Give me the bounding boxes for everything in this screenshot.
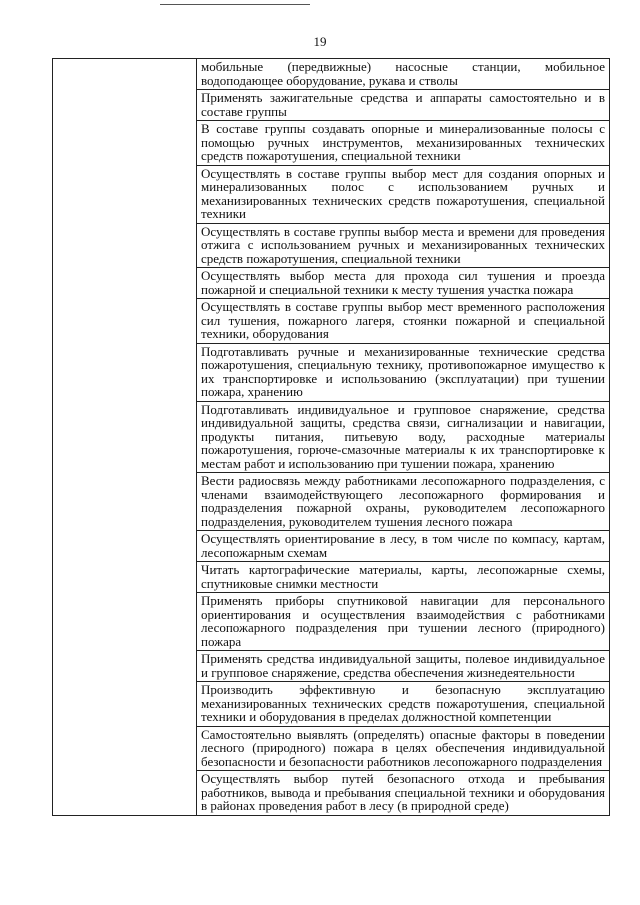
top-rule [160,4,310,5]
skill-text: Осуществлять выбор путей безопасного отхода и пребывания работников, вывода и пребывания специальной техники и оборудования в районах проведения работ в лесу (в природной среде) [201,771,605,813]
skill-text: Осуществлять выбор места для прохода сил тушения и проезда пожарной и специальной техники к месту тушения участка пожара [201,268,605,297]
skill-text: Подготавливать ручные и механизированные технические средства пожаротушения, специальную технику, противопожарное имущество к их транспортировке и использованию (эксплуатации) при тушении пожара, хранению [201,343,605,399]
skill-text: В составе группы создавать опорные и минерализованные полосы с помощью ручных инструментов, механизированных технических средств пожаротушения, специальной техники [201,121,605,163]
table-cell [197,299,610,344]
table-cell [197,531,610,562]
table-cell [197,268,610,299]
skill-text: Читать картографические материалы, карты, лесопожарные схемы, спутниковые снимки местности [201,562,605,591]
skill-text: Осуществлять в составе группы выбор места и времени для проведения отжига с использованием ручных и механизированных технических средств пожаротушения, специальной техники [201,223,605,266]
table-cell [197,771,610,816]
skill-text: мобильные (передвижные) насосные станции, мобильное водоподающее оборудование, рукава и стволы [201,59,605,88]
skill-text: Подготавливать индивидуальное и групповое снаряжение, средства индивидуальной защиты, средства связи, сигнализации и навигации, продукты питания, питьевую воду, расходные материалы пожаротушения, горюче-смазочные материалы к их транспортировке к местам работ и использованию при тушении пожара, хранению [201,401,605,471]
table-cell [197,682,610,727]
table-cell [197,223,610,268]
skill-text: Осуществлять в составе группы выбор мест для создания опорных и минерализованных полос с использованием ручных и механизированных технических средств пожаротушения, специальной техники [201,165,605,221]
skill-text: Осуществлять ориентирование в лесу, в том числе по компасу, картам, лесопожарным схемам [201,531,605,560]
skills-table-body [53,59,610,816]
skills-table [52,58,610,816]
table-cell [197,726,610,771]
table-cell [197,90,610,121]
skill-text: Применять зажигательные средства и аппараты самостоятельно и в составе группы [201,90,605,119]
table-cell [197,651,610,682]
skill-text: Производить эффективную и безопасную эксплуатацию механизированных технических средств пожаротушения, специальной техники и оборудования в пределах должностной компетенции [201,682,605,724]
skill-text: Применять средства индивидуальной защиты, полевое индивидуальное и групповое снаряжение, средства обеспечения жизнедеятельности [201,651,605,680]
skill-text: Применять приборы спутниковой навигации для персонального ориентирования и осуществления взаимодействия с работниками лесопожарного подразделения при тушении лесного (природного) пожара [201,593,605,649]
table-cell [197,343,610,401]
table-cell [197,121,610,166]
table-cell [197,473,610,531]
skill-text: Осуществлять в составе группы выбор мест временного расположения сил тушения, пожарного лагеря, стоянки пожарной и специальной техники, оборудования [201,299,605,341]
table-row [53,59,610,90]
skill-text: Самостоятельно выявлять (определять) опасные факторы в поведении лесного (природного) пожара в целях обеспечения индивидуальной безопасности и безопасности работников лесопожарного подразделения [201,726,605,769]
table-cell [197,562,610,593]
left-column-cell [53,59,197,816]
table-cell [197,165,610,223]
table-cell [197,593,610,651]
table-cell [197,401,610,473]
skill-text: Вести радиосвязь между работниками лесопожарного подразделения, с членами взаимодействующего лесопожарного формирования и подразделения пожарной охраны, руководителем лесопожарного подразделения, руководителем тушения лесного пожара [201,473,605,529]
table-cell [197,59,610,90]
page-number: 19 [313,34,327,49]
